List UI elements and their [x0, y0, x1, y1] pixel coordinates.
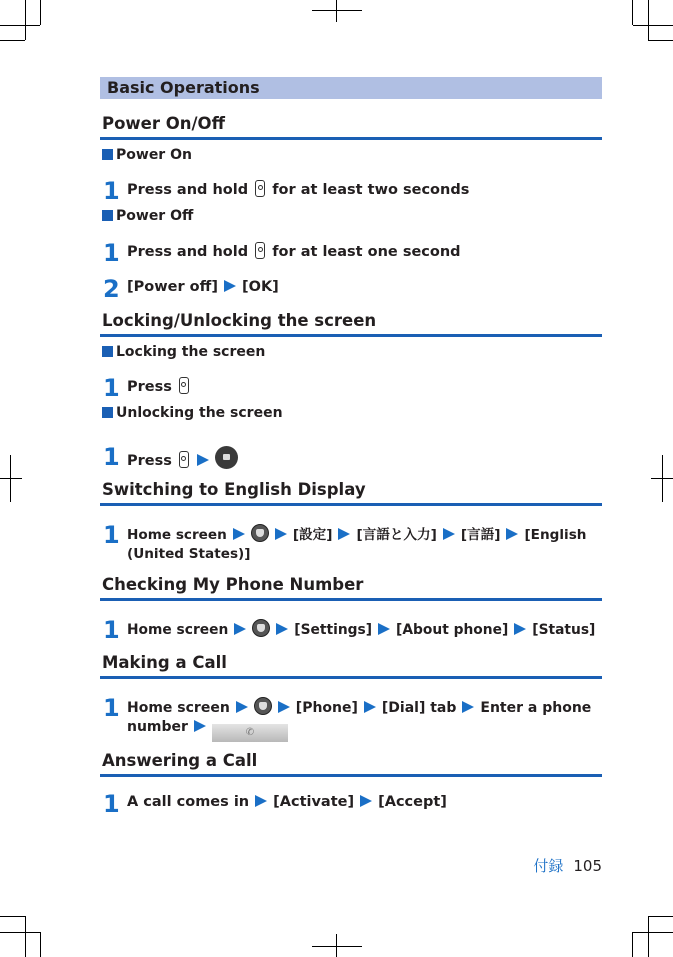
- step-text: [127, 242, 461, 262]
- step-segment: number: [127, 719, 188, 735]
- crop-mark: [40, 932, 41, 957]
- section-heading: Locking/Unlocking the screen: [102, 311, 377, 330]
- crop-mark: [0, 40, 25, 41]
- arrow-right-icon: [364, 701, 376, 713]
- heading-rule: [100, 676, 602, 679]
- step-segment: Enter a phone: [480, 700, 592, 716]
- step-segment: Home screen: [127, 700, 230, 716]
- arrow-right-icon: [197, 454, 209, 466]
- heading-rule: [100, 598, 602, 601]
- step-number: 1: [103, 616, 120, 644]
- crop-mark: [336, 934, 337, 957]
- step-segment: [Power off]: [127, 279, 218, 295]
- step-segment: [About phone]: [396, 622, 509, 638]
- step-number: 1: [103, 443, 120, 471]
- arrow-right-icon: [255, 795, 267, 807]
- step-segment: Home screen: [127, 527, 227, 543]
- crop-mark: [648, 40, 673, 41]
- subheading: [102, 344, 265, 360]
- step-segment: [Accept]: [378, 794, 447, 810]
- step-text: [127, 697, 591, 742]
- subheading: [102, 147, 192, 163]
- arrow-right-icon: [224, 280, 236, 292]
- step-text: [127, 446, 238, 471]
- step-text: [127, 377, 191, 397]
- arrow-right-icon: [462, 701, 474, 713]
- heading-rule: [100, 503, 602, 506]
- step-text: [127, 524, 586, 564]
- crop-mark: [648, 916, 649, 957]
- crop-mark: [648, 916, 673, 917]
- arrow-right-icon: [276, 623, 288, 635]
- step-segment: [Phone]: [295, 700, 358, 716]
- subheading-text: Power On: [116, 147, 192, 163]
- arrow-right-icon: [338, 528, 350, 540]
- step-segment: [Activate]: [273, 794, 355, 810]
- call-button-icon: ✆: [212, 724, 288, 742]
- square-bullet-icon: [102, 346, 113, 357]
- square-bullet-icon: [102, 407, 113, 418]
- step-segment: Press: [127, 453, 172, 469]
- arrow-right-icon: [443, 528, 455, 540]
- step-segment: Press and hold: [127, 244, 249, 260]
- section-heading: Switching to English Display: [102, 480, 366, 499]
- crop-mark: [0, 932, 40, 933]
- app-menu-icon: [254, 697, 272, 715]
- crop-mark: [312, 10, 362, 11]
- heading-rule: [100, 334, 602, 337]
- power-key-icon: [179, 451, 189, 468]
- step-segment: Home screen: [127, 622, 229, 638]
- step-text: [127, 180, 469, 200]
- step-number: 1: [103, 239, 120, 267]
- page-number: 105: [573, 857, 602, 875]
- arrow-right-icon: [194, 720, 206, 732]
- step-segment: [言語]: [460, 527, 501, 543]
- crop-mark: [648, 0, 649, 40]
- step-segment: (United States)]: [127, 546, 251, 562]
- step-segment: [設定]: [292, 527, 333, 543]
- step-number: 2: [103, 275, 120, 303]
- chapter-title-bar: Basic Operations: [100, 77, 602, 99]
- crop-mark: [25, 916, 26, 957]
- step-segment: for at least one second: [272, 244, 461, 260]
- step-segment: [言語と入力]: [356, 527, 437, 543]
- step-text: [127, 619, 595, 640]
- arrow-right-icon: [278, 701, 290, 713]
- step-segment: [English: [524, 527, 587, 543]
- crop-mark: [0, 478, 22, 479]
- arrow-right-icon: [234, 623, 246, 635]
- subheading-text: Power Off: [116, 208, 194, 224]
- subheading: [102, 405, 283, 421]
- arrow-right-icon: [275, 528, 287, 540]
- arrow-right-icon: [233, 528, 245, 540]
- crop-mark: [312, 946, 362, 947]
- power-key-icon: [255, 242, 265, 259]
- crop-mark: [633, 25, 673, 26]
- subheading-text: Unlocking the screen: [116, 405, 283, 421]
- arrow-right-icon: [514, 623, 526, 635]
- section-heading: Checking My Phone Number: [102, 575, 364, 594]
- section-heading: Power On/Off: [102, 114, 225, 133]
- step-segment: Press: [127, 379, 172, 395]
- step-text: [127, 793, 447, 812]
- crop-mark: [632, 0, 633, 25]
- crop-mark: [40, 0, 41, 25]
- app-menu-icon: [251, 524, 269, 542]
- step-number: 1: [103, 177, 120, 205]
- crop-mark: [0, 916, 25, 917]
- app-menu-icon: [252, 619, 270, 637]
- step-text: [127, 278, 279, 297]
- arrow-right-icon: [236, 701, 248, 713]
- crop-mark: [10, 455, 11, 502]
- arrow-right-icon: [360, 795, 372, 807]
- crop-mark: [633, 932, 673, 933]
- section-heading: Making a Call: [102, 653, 227, 672]
- step-segment: [Status]: [532, 622, 596, 638]
- footer-section: 付録: [533, 857, 564, 875]
- page-footer: [533, 855, 602, 876]
- step-segment: [Settings]: [294, 622, 373, 638]
- arrow-right-icon: [378, 623, 390, 635]
- step-number: 1: [103, 374, 120, 402]
- power-key-icon: [179, 377, 189, 394]
- step-number: 1: [103, 790, 120, 818]
- crop-mark: [25, 0, 26, 40]
- section-heading: Answering a Call: [102, 751, 258, 770]
- step-segment: [Dial] tab: [381, 700, 457, 716]
- square-bullet-icon: [102, 149, 113, 160]
- step-segment: Press and hold: [127, 182, 249, 198]
- lock-icon: [215, 446, 238, 469]
- crop-mark: [0, 25, 40, 26]
- step-segment: for at least two seconds: [272, 182, 470, 198]
- crop-mark: [336, 0, 337, 22]
- step-number: 1: [103, 694, 120, 722]
- subheading: [102, 208, 193, 224]
- crop-mark: [632, 932, 633, 957]
- heading-rule: [100, 774, 602, 777]
- heading-rule: [100, 137, 602, 140]
- subheading-text: Locking the screen: [116, 344, 266, 360]
- step-segment: [OK]: [241, 279, 279, 295]
- power-key-icon: [255, 180, 265, 197]
- step-number: 1: [103, 521, 120, 549]
- square-bullet-icon: [102, 210, 113, 221]
- step-segment: A call comes in: [127, 794, 250, 810]
- crop-mark: [662, 455, 663, 502]
- arrow-right-icon: [506, 528, 518, 540]
